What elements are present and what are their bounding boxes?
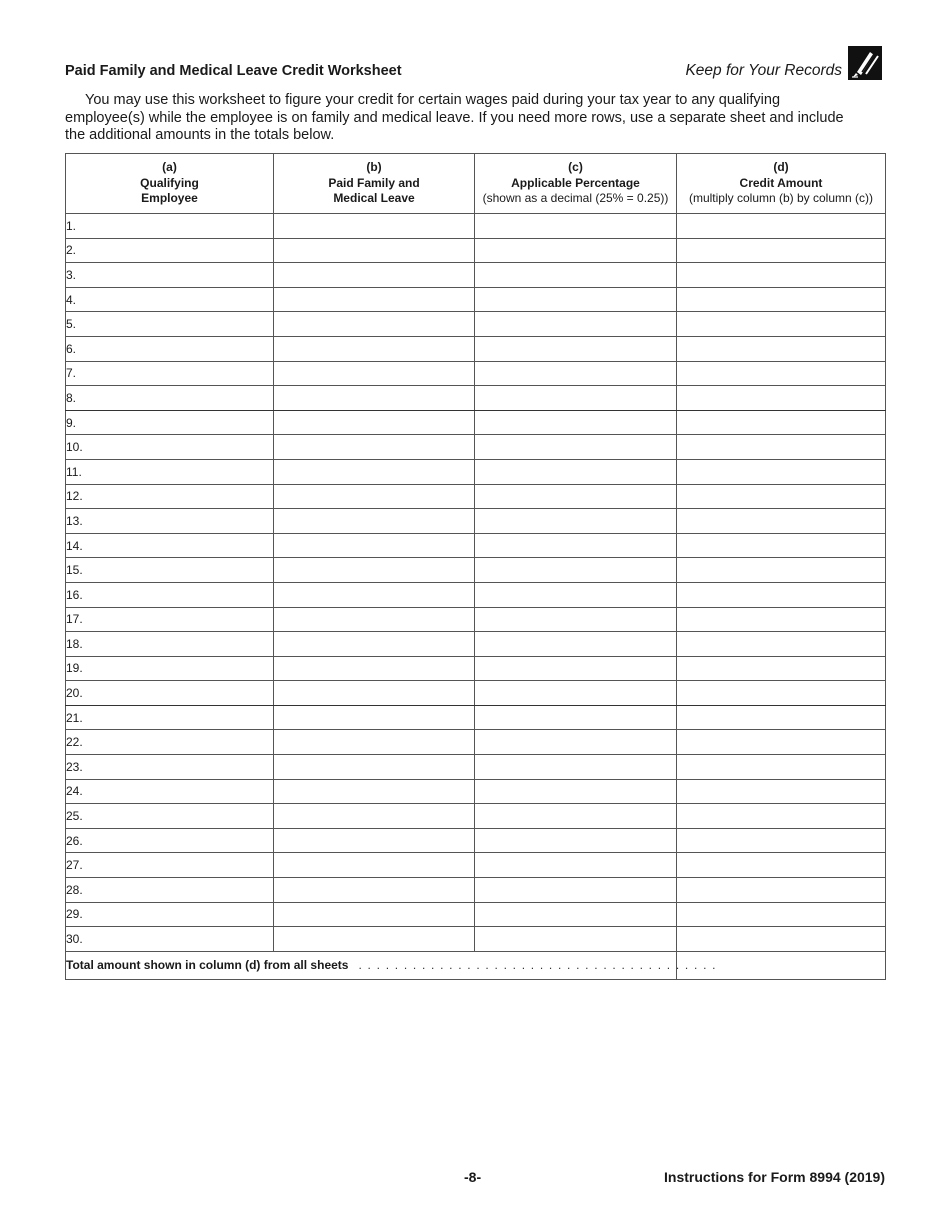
worksheet-rows [66, 214, 886, 952]
employee-cell[interactable]: 3. [66, 263, 274, 288]
credit-amount-cell[interactable] [677, 312, 886, 337]
table-row [66, 582, 886, 607]
employee-cell[interactable]: 10. [66, 435, 274, 460]
paid-leave-cell[interactable] [274, 459, 475, 484]
employee-cell[interactable]: 23. [66, 755, 274, 780]
table-row [66, 878, 886, 903]
employee-cell[interactable]: 27. [66, 853, 274, 878]
employee-cell[interactable]: 22. [66, 730, 274, 755]
paid-leave-cell[interactable] [274, 853, 475, 878]
paid-leave-cell[interactable] [274, 263, 475, 288]
percentage-cell[interactable] [475, 287, 677, 312]
paid-leave-cell[interactable] [274, 238, 475, 263]
employee-cell[interactable]: 9. [66, 410, 274, 435]
percentage-cell[interactable] [475, 484, 677, 509]
percentage-cell[interactable] [475, 533, 677, 558]
paid-leave-cell[interactable] [274, 705, 475, 730]
table-row [66, 558, 886, 583]
paid-leave-cell[interactable] [274, 632, 475, 657]
credit-amount-cell[interactable] [677, 607, 886, 632]
paid-leave-cell[interactable] [274, 312, 475, 337]
table-row [66, 484, 886, 509]
employee-cell[interactable]: 2. [66, 238, 274, 263]
credit-amount-cell[interactable] [677, 263, 886, 288]
table-row [66, 705, 886, 730]
percentage-cell[interactable] [475, 656, 677, 681]
credit-amount-cell[interactable] [677, 484, 886, 509]
credit-amount-cell[interactable] [677, 410, 886, 435]
table-row [66, 263, 886, 288]
paid-leave-cell[interactable] [274, 361, 475, 386]
credit-amount-cell[interactable] [677, 386, 886, 411]
percentage-cell[interactable] [475, 459, 677, 484]
credit-amount-cell[interactable] [677, 779, 886, 804]
percentage-cell[interactable] [475, 509, 677, 534]
credit-amount-cell[interactable] [677, 336, 886, 361]
credit-amount-cell[interactable] [677, 214, 886, 239]
table-row [66, 509, 886, 534]
credit-amount-cell[interactable] [677, 828, 886, 853]
employee-cell[interactable]: 21. [66, 705, 274, 730]
credit-amount-cell[interactable] [677, 435, 886, 460]
percentage-cell[interactable] [475, 336, 677, 361]
credit-amount-cell[interactable] [677, 927, 886, 952]
employee-cell[interactable]: 16. [66, 582, 274, 607]
column-a-header: (a) Qualifying Employee [66, 154, 274, 214]
table-row [66, 533, 886, 558]
table-row [66, 927, 886, 952]
paid-leave-cell[interactable] [274, 681, 475, 706]
worksheet-title: Paid Family and Medical Leave Credit Worksheet [65, 63, 402, 79]
percentage-cell[interactable] [475, 779, 677, 804]
employee-cell[interactable]: 11. [66, 459, 274, 484]
credit-worksheet-table [65, 153, 886, 980]
percentage-cell[interactable] [475, 927, 677, 952]
paid-leave-cell[interactable] [274, 509, 475, 534]
table-row [66, 336, 886, 361]
credit-amount-cell[interactable] [677, 459, 886, 484]
percentage-cell[interactable] [475, 361, 677, 386]
percentage-cell[interactable] [475, 681, 677, 706]
paid-leave-cell[interactable] [274, 804, 475, 829]
percentage-cell[interactable] [475, 263, 677, 288]
employee-cell[interactable]: 1. [66, 214, 274, 239]
paid-leave-cell[interactable] [274, 484, 475, 509]
employee-cell[interactable]: 6. [66, 336, 274, 361]
table-row [66, 287, 886, 312]
paid-leave-cell[interactable] [274, 902, 475, 927]
employee-cell[interactable]: 30. [66, 927, 274, 952]
employee-cell[interactable]: 12. [66, 484, 274, 509]
employee-cell[interactable]: 17. [66, 607, 274, 632]
form-reference: Instructions for Form 8994 (2019) [664, 1169, 885, 1185]
employee-cell[interactable]: 29. [66, 902, 274, 927]
employee-cell[interactable]: 26. [66, 828, 274, 853]
paid-leave-cell[interactable] [274, 656, 475, 681]
credit-amount-cell[interactable] [677, 656, 886, 681]
percentage-cell[interactable] [475, 632, 677, 657]
credit-amount-cell[interactable] [677, 804, 886, 829]
table-row [66, 312, 886, 337]
percentage-cell[interactable] [475, 312, 677, 337]
paid-leave-cell[interactable] [274, 410, 475, 435]
credit-amount-cell[interactable] [677, 238, 886, 263]
table-row [66, 681, 886, 706]
employee-cell[interactable]: 7. [66, 361, 274, 386]
records-pencil-icon [848, 46, 882, 80]
credit-amount-cell[interactable] [677, 755, 886, 780]
employee-cell[interactable]: 14. [66, 533, 274, 558]
paid-leave-cell[interactable] [274, 828, 475, 853]
table-row [66, 730, 886, 755]
paid-leave-cell[interactable] [274, 878, 475, 903]
percentage-cell[interactable] [475, 386, 677, 411]
percentage-cell[interactable] [475, 804, 677, 829]
column-d-header: (d) Credit Amount (multiply column (b) by column (c)) [677, 154, 886, 214]
percentage-cell[interactable] [475, 558, 677, 583]
paid-leave-cell[interactable] [274, 435, 475, 460]
total-label: Total amount shown in column (d) from all sheets . . . . . . . . . . . . . . . . . . . . . . . . . . . . . . . . . . . . . . . . [66, 951, 677, 979]
intro-paragraph: You may use this worksheet to figure your credit for certain wages paid during your tax year to any qualifying employee(s) while the employee is on family and medical leave. If you need more rows, use a separate sheet and include the additional amounts in the totals below. [65, 92, 844, 143]
table-row [66, 632, 886, 657]
employee-cell[interactable]: 5. [66, 312, 274, 337]
percentage-cell[interactable] [475, 705, 677, 730]
column-c-header: (c) Applicable Percentage (shown as a decimal (25% = 0.25)) [475, 154, 677, 214]
employee-cell[interactable]: 8. [66, 386, 274, 411]
credit-amount-cell[interactable] [677, 902, 886, 927]
paid-leave-cell[interactable] [274, 730, 475, 755]
employee-cell[interactable]: 28. [66, 878, 274, 903]
column-b-header: (b) Paid Family and Medical Leave [274, 154, 475, 214]
paid-leave-cell[interactable] [274, 582, 475, 607]
percentage-cell[interactable] [475, 730, 677, 755]
table-row [66, 828, 886, 853]
credit-amount-cell[interactable] [677, 287, 886, 312]
employee-cell[interactable]: 20. [66, 681, 274, 706]
table-row [66, 361, 886, 386]
employee-cell[interactable]: 13. [66, 509, 274, 534]
credit-amount-cell[interactable] [677, 632, 886, 657]
employee-cell[interactable]: 15. [66, 558, 274, 583]
percentage-cell[interactable] [475, 607, 677, 632]
table-row [66, 853, 886, 878]
table-row [66, 410, 886, 435]
table-row [66, 607, 886, 632]
paid-leave-cell[interactable] [274, 607, 475, 632]
credit-amount-cell[interactable] [677, 361, 886, 386]
page-number: -8- [464, 1169, 482, 1185]
paid-leave-cell[interactable] [274, 927, 475, 952]
percentage-cell[interactable] [475, 878, 677, 903]
table-row [66, 804, 886, 829]
employee-cell[interactable]: 4. [66, 287, 274, 312]
paid-leave-cell[interactable] [274, 533, 475, 558]
credit-amount-cell[interactable] [677, 582, 886, 607]
percentage-cell[interactable] [475, 755, 677, 780]
credit-amount-cell[interactable] [677, 509, 886, 534]
percentage-cell[interactable] [475, 582, 677, 607]
employee-cell[interactable]: 19. [66, 656, 274, 681]
credit-amount-cell[interactable] [677, 853, 886, 878]
percentage-cell[interactable] [475, 435, 677, 460]
paid-leave-cell[interactable] [274, 287, 475, 312]
credit-amount-cell[interactable] [677, 533, 886, 558]
credit-amount-cell[interactable] [677, 558, 886, 583]
paid-leave-cell[interactable] [274, 336, 475, 361]
table-row [66, 755, 886, 780]
percentage-cell[interactable] [475, 214, 677, 239]
employee-cell[interactable]: 25. [66, 804, 274, 829]
keep-records-label: Keep for Your Records [685, 62, 842, 79]
credit-amount-cell[interactable] [677, 681, 886, 706]
employee-cell[interactable]: 24. [66, 779, 274, 804]
credit-amount-cell[interactable] [677, 878, 886, 903]
percentage-cell[interactable] [475, 828, 677, 853]
percentage-cell[interactable] [475, 410, 677, 435]
paid-leave-cell[interactable] [274, 779, 475, 804]
percentage-cell[interactable] [475, 853, 677, 878]
employee-cell[interactable]: 18. [66, 632, 274, 657]
table-row [66, 459, 886, 484]
percentage-cell[interactable] [475, 902, 677, 927]
credit-amount-cell[interactable] [677, 730, 886, 755]
table-row [66, 902, 886, 927]
table-row [66, 779, 886, 804]
table-row [66, 386, 886, 411]
paid-leave-cell[interactable] [274, 755, 475, 780]
table-row [66, 238, 886, 263]
table-row [66, 656, 886, 681]
table-row [66, 214, 886, 239]
paid-leave-cell[interactable] [274, 386, 475, 411]
paid-leave-cell[interactable] [274, 214, 475, 239]
percentage-cell[interactable] [475, 238, 677, 263]
credit-amount-cell[interactable] [677, 705, 886, 730]
table-row [66, 435, 886, 460]
paid-leave-cell[interactable] [274, 558, 475, 583]
